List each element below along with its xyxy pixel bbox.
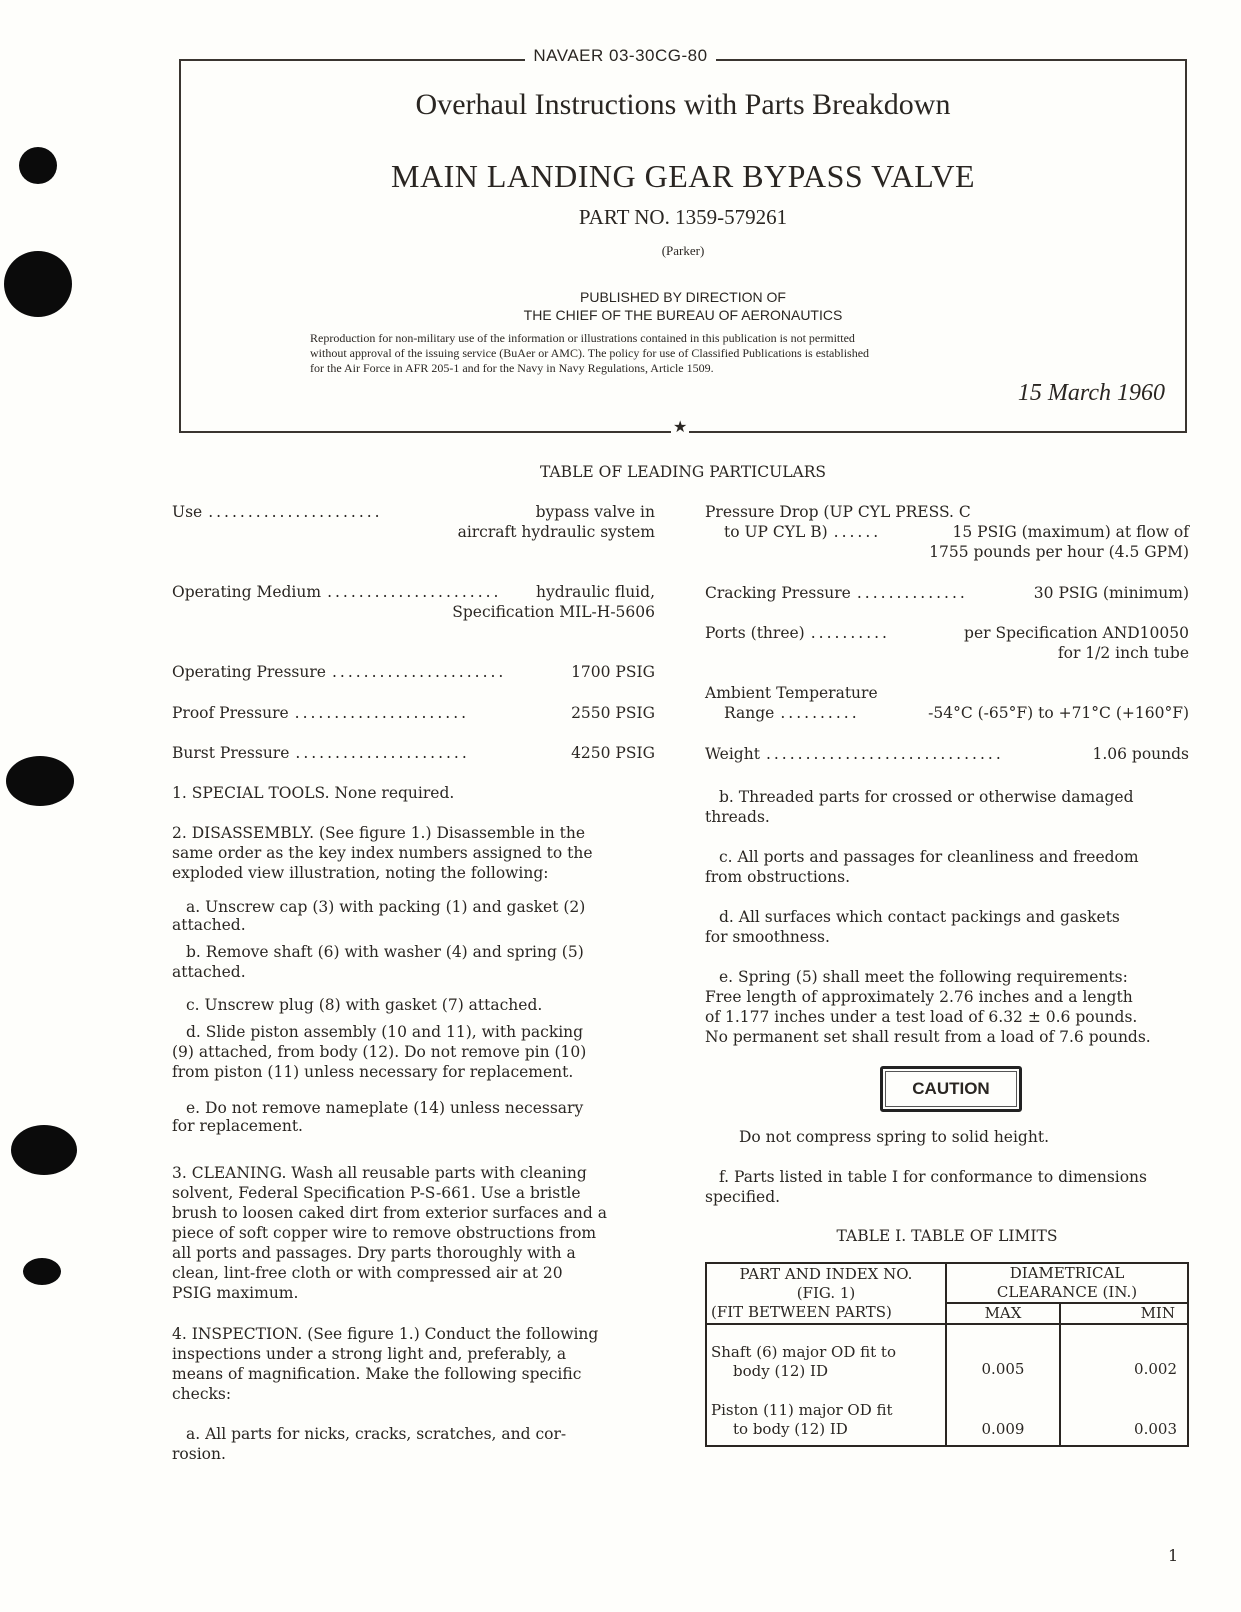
table-row [706, 1324, 1188, 1381]
inspection-step-c [705, 847, 1139, 887]
paragraph-line: clean, lint-free cloth or with compressed air at 20 [172, 1264, 563, 1282]
publisher-line-1: PUBLISHED BY DIRECTION OF [580, 289, 786, 305]
inspection-step-b [705, 787, 1134, 827]
cell-line: to body (12) ID [733, 1420, 848, 1438]
paragraph-line: 3. CLEANING. Wash all reusable parts with cleaning [172, 1164, 587, 1182]
step-line: No permanent set shall result from a load of 7.6 pounds. [705, 1028, 1151, 1046]
leader-dots: .............. [856, 584, 968, 602]
col-header-min: MIN [1060, 1303, 1188, 1324]
leading-particulars-title: TABLE OF LEADING PARTICULARS [540, 463, 826, 481]
paragraph-line: piece of soft copper wire to remove obstructions from [172, 1224, 597, 1242]
particular-cracking-pressure [705, 583, 1189, 603]
header-line: DIAMETRICAL [1009, 1264, 1125, 1282]
section-special-tools: 1. SPECIAL TOOLS. None required. [172, 784, 455, 802]
leader-dots: ...................... [208, 503, 383, 521]
cell-min: 0.002 [1060, 1324, 1188, 1381]
particular-label: Cracking Pressure [705, 584, 851, 602]
step-line: f. Parts listed in table I for conformance to dimensions [719, 1168, 1147, 1186]
publication-date: 15 March 1960 [1017, 380, 1165, 406]
step-line: a. All parts for nicks, cracks, scratches, and cor- [186, 1425, 567, 1443]
paragraph-line: exploded view illustration, noting the following: [172, 864, 549, 882]
cell-line: body (12) ID [733, 1362, 828, 1380]
section-inspection [172, 1324, 598, 1404]
particular-pressure-drop [724, 522, 1189, 542]
step-line: d. All surfaces which contact packings and gaskets [719, 908, 1120, 926]
doc-subject: MAIN LANDING GEAR BYPASS VALVE [391, 158, 975, 194]
particular-proof-pressure [172, 703, 655, 723]
particular-label: Ports (three) [705, 624, 805, 642]
manufacturer: (Parker) [661, 243, 705, 258]
disassembly-step-e [172, 1098, 583, 1134]
reproduction-notice [310, 331, 1070, 376]
inspection-step-a [172, 1424, 566, 1464]
punch-hole [19, 147, 57, 184]
disassembly-step-b [172, 942, 584, 982]
particular-value: per Specification AND10050 [964, 624, 1189, 642]
step-line: from piston (11) unless necessary for replacement. [172, 1063, 574, 1081]
cell-part [706, 1381, 946, 1446]
particular-use [172, 502, 655, 522]
cell-part [706, 1324, 946, 1381]
particular-value-cont: 1755 pounds per hour (4.5 GPM) [929, 543, 1189, 561]
cell-min: 0.003 [1060, 1381, 1188, 1446]
step-line: from obstructions. [705, 868, 850, 886]
particular-ambient-temperature [724, 703, 1189, 723]
particular-value-cont: for 1/2 inch tube [1057, 644, 1189, 662]
repro-line: Reproduction for non-military use of the information or illustrations contained in this publication is not permitted [310, 331, 855, 345]
caution-text: Do not compress spring to solid height. [739, 1128, 1049, 1146]
particular-label: Operating Pressure [172, 663, 326, 681]
step-line: c. All ports and passages for cleanliness and freedom [719, 848, 1139, 866]
doc-number: NAVAER 03-30CG-80 [0, 46, 1241, 66]
step-line: a. Unscrew cap (3) with packing (1) and gasket (2) [186, 898, 586, 916]
particular-value: hydraulic fluid, [536, 583, 655, 601]
step-line: rosion. [172, 1445, 226, 1463]
paragraph-line: 2. DISASSEMBLY. (See figure 1.) Disassemble in the [172, 824, 586, 842]
step-line: c. Unscrew plug (8) with gasket (7) attached. [186, 996, 543, 1014]
disassembly-step-a [172, 897, 585, 933]
doc-title: Overhaul Instructions with Parts Breakdown [415, 88, 951, 121]
caution-badge: CAUTION [880, 1066, 1022, 1112]
step-line: d. Slide piston assembly (10 and 11), with packing [186, 1023, 584, 1041]
particular-value: -54°C (-65°F) to +71°C (+160°F) [928, 704, 1189, 722]
col-header-max: MAX [946, 1303, 1060, 1324]
leader-dots: ...... [833, 523, 882, 541]
particular-label: Burst Pressure [172, 744, 290, 762]
star-icon: ★ [673, 417, 688, 436]
paragraph-line: inspections under a strong light and, preferably, a [172, 1345, 567, 1363]
paragraph-line: same order as the key index numbers assigned to the [172, 844, 593, 862]
particular-value: bypass valve in [535, 503, 655, 521]
part-number: PART NO. 1359-579261 [578, 205, 788, 229]
step-line: e. Spring (5) shall meet the following requirements: [719, 968, 1128, 986]
particular-label: Range [724, 704, 775, 722]
header-line: (FIT BETWEEN PARTS) [711, 1303, 892, 1321]
limits-table-title: TABLE I. TABLE OF LIMITS [836, 1227, 1058, 1245]
limits-table [705, 1262, 1189, 1447]
header-line: PART AND INDEX NO. [739, 1265, 913, 1283]
particular-value-cont: aircraft hydraulic system [457, 523, 655, 541]
inspection-step-f [705, 1167, 1147, 1207]
step-line: for replacement. [172, 1117, 303, 1135]
particular-label: to UP CYL B) [724, 523, 828, 541]
particular-label: Pressure Drop (UP CYL PRESS. C [705, 503, 971, 521]
paragraph-line: brush to loosen caked dirt from exterior surfaces and a [172, 1204, 607, 1222]
punch-hole [6, 756, 74, 806]
step-line: attached. [172, 916, 246, 934]
particular-label: Operating Medium [172, 583, 322, 601]
step-line: (9) attached, from body (12). Do not remove pin (10) [172, 1043, 587, 1061]
paragraph-line: 4. INSPECTION. (See figure 1.) Conduct the following [172, 1325, 599, 1343]
cell-line: Shaft (6) major OD fit to [711, 1343, 896, 1361]
step-line: b. Remove shaft (6) with washer (4) and spring (5) [186, 943, 584, 961]
header-line: CLEARANCE (IN.) [996, 1283, 1138, 1301]
particular-label: Ambient Temperature [705, 684, 878, 702]
particular-label: Weight [705, 745, 760, 763]
inspection-step-e [705, 967, 1151, 1047]
step-line: attached. [172, 963, 246, 981]
leader-dots: ...................... [327, 583, 502, 601]
section-cleaning [172, 1163, 607, 1303]
punch-hole [11, 1125, 77, 1175]
step-line: specified. [705, 1188, 781, 1206]
paragraph-line: checks: [172, 1385, 232, 1403]
step-line: Free length of approximately 2.76 inches and a length [705, 988, 1133, 1006]
particular-value-cont: Specification MIL-H-5606 [452, 603, 655, 621]
cell-line: Piston (11) major OD fit [711, 1401, 893, 1419]
step-line: for smoothness. [705, 928, 830, 946]
col-header-clearance [946, 1263, 1188, 1303]
cell-max: 0.009 [946, 1381, 1060, 1446]
step-line: e. Do not remove nameplate (14) unless necessary [186, 1099, 584, 1117]
particular-value: 15 PSIG (maximum) at flow of [952, 523, 1189, 541]
cell-max: 0.005 [946, 1324, 1060, 1381]
particular-value: 2550 PSIG [571, 704, 655, 722]
paragraph-line: all ports and passages. Dry parts thoroughly with a [172, 1244, 576, 1262]
punch-hole [23, 1258, 61, 1285]
leader-dots: ...................... [331, 663, 507, 681]
particular-value: 1.06 pounds [1092, 745, 1189, 763]
punch-hole [4, 251, 72, 317]
leader-dots: ...................... [295, 744, 470, 762]
particular-value: 1700 PSIG [571, 663, 655, 681]
particular-weight [705, 744, 1189, 764]
leader-dots: ...................... [294, 704, 470, 722]
particular-operating-medium [172, 582, 655, 602]
particular-burst-pressure [172, 743, 655, 763]
publisher-line-2: THE CHIEF OF THE BUREAU OF AERONAUTICS [523, 307, 843, 323]
paragraph-line: means of magnification. Make the following specific [172, 1365, 582, 1383]
paragraph-line: solvent, Federal Specification P-S-661. Use a bristle [172, 1184, 581, 1202]
disassembly-step-d [172, 1022, 586, 1082]
col-header-part [706, 1263, 946, 1324]
step-line: threads. [705, 808, 770, 826]
header-line: (FIG. 1) [796, 1284, 856, 1302]
particular-operating-pressure [172, 662, 655, 682]
leader-dots: .......... [810, 624, 890, 642]
leader-dots: .......... [780, 704, 860, 722]
particular-value: 30 PSIG (minimum) [1033, 584, 1189, 602]
page-number: 1 [1168, 1546, 1179, 1565]
particular-ports [705, 623, 1189, 643]
section-disassembly [172, 823, 593, 883]
paragraph-line: PSIG maximum. [172, 1284, 299, 1302]
disassembly-step-c [172, 995, 542, 1015]
repro-line: for the Air Force in AFR 205-1 and for the Navy in Navy Regulations, Article 1509. [310, 361, 714, 375]
particular-label: Proof Pressure [172, 704, 289, 722]
leader-dots: .............................. [765, 745, 1004, 763]
inspection-step-d [705, 907, 1120, 947]
step-line: of 1.177 inches under a test load of 6.32 ± 0.6 pounds. [705, 1008, 1138, 1026]
particular-label: Use [172, 503, 203, 521]
publisher [180, 288, 1186, 324]
table-row [706, 1381, 1188, 1446]
particular-value: 4250 PSIG [571, 744, 655, 762]
repro-line: without approval of the issuing service (BuAer or AMC). The policy for use of Classified Publications is established [310, 346, 870, 360]
step-line: b. Threaded parts for crossed or otherwise damaged [719, 788, 1134, 806]
